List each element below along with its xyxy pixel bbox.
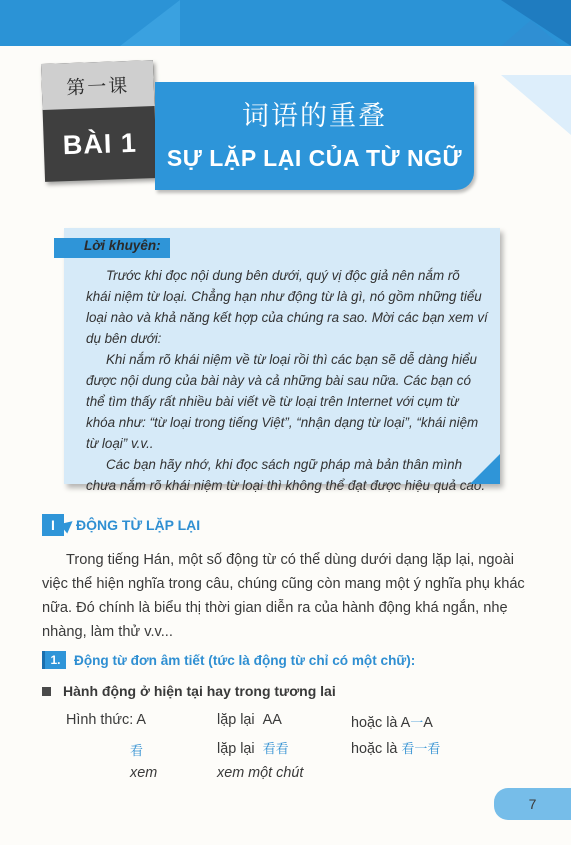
section-paragraph-text: Trong tiếng Hán, một số động từ có thể dùng dưới dạng lặp lại, ngoài việc thể hiện nghĩa trong câu, chúng cũng còn mang một ý nghĩa phụ khác nữa. Đó chính là biểu thị thời gian diễn ra của hành động khá ngắn, nhẹ nhàng, làm thử v.v... xyxy=(42,552,525,640)
alt-label-text: hoặc là xyxy=(351,715,398,731)
form-label: Hình thức: A xyxy=(66,712,147,728)
advice-paragraph: Khi nắm rõ khái niệm về từ loại rồi thì các bạn sẽ dễ dàng hiểu được nội dung của bài này và cả những bài sau nữa. Các bạn có thể tìm thấy rất nhiều bài viết về từ loại trên Internet với cụm từ khóa như: “từ loại trong tiếng Việt”, “nhận dạng từ loại”, “khái niệm từ loại” v.v.. xyxy=(86,352,479,451)
subsection-title: Động từ đơn âm tiết (tức là động từ chỉ có một chữ): xyxy=(74,652,416,668)
advice-heading: Lời khuyên: xyxy=(84,238,161,253)
repeat-label-text: lặp lại xyxy=(217,741,255,757)
lesson-title-box xyxy=(155,82,474,190)
alt-form xyxy=(351,712,433,731)
lesson-label-vi: BÀI 1 xyxy=(62,127,138,160)
bullet-heading xyxy=(42,683,336,699)
section-paragraph xyxy=(42,548,530,644)
repeat-label-text: lặp lại xyxy=(217,712,255,728)
advice-body xyxy=(86,265,488,496)
alt-form-a: A xyxy=(400,715,411,731)
section-title: ĐỘNG TỪ LẶP LẠI xyxy=(76,517,201,533)
square-bullet-icon xyxy=(42,687,51,696)
advice-box xyxy=(64,228,500,493)
repeat-example-value: 看看 xyxy=(262,742,289,757)
alt-form-b: A xyxy=(423,715,433,731)
banner-decoration xyxy=(501,20,561,46)
lesson-label-box xyxy=(41,60,157,182)
repeat-example xyxy=(217,738,289,757)
lesson-label-zh: 第一课 xyxy=(41,60,155,110)
banner-decoration xyxy=(120,0,180,46)
top-banner xyxy=(0,0,571,46)
subsection-number: 1. xyxy=(42,651,66,669)
advice-paragraph: Trước khi đọc nội dung bên dưới, quý vị độc giả nên nắm rõ khái niệm từ loại. Chẳng hạn như động từ là gì, nó gồm những tiểu loại nào và khả năng kết hợp của chúng ra sao. Mời các bạn xem ví dụ bên dưới: xyxy=(86,268,488,346)
section-number: I xyxy=(42,514,64,536)
corner-decoration xyxy=(501,75,571,135)
lesson-title-vi: SỰ LẶP LẠI CỦA TỪ NGỮ xyxy=(166,145,463,171)
alt-example-value: 看一看 xyxy=(401,742,441,757)
example-word: 看 xyxy=(130,744,144,759)
subsection-heading xyxy=(42,651,415,669)
advice-paragraph: Các bạn hãy nhớ, khi đọc sách ngữ pháp mà bản thân mình chưa nắm rõ khái niệm từ loại thì không thể đạt được hiệu quả cao. xyxy=(86,457,486,493)
alt-label-text: hoặc là xyxy=(351,741,398,757)
bullet-title: Hành động ở hiện tại hay trong tương lai xyxy=(63,683,336,699)
page-number: 7 xyxy=(494,788,571,820)
section-heading xyxy=(42,514,200,536)
alt-example xyxy=(351,738,440,757)
page-fold-icon xyxy=(470,454,500,484)
alt-form-mid: 一 xyxy=(410,716,424,731)
repeat-label xyxy=(217,712,282,728)
repeat-form: AA xyxy=(262,712,282,728)
lesson-title-zh: 词语的重叠 xyxy=(242,101,387,132)
example-meaning: xem xyxy=(130,765,158,781)
repeat-meaning: xem một chút xyxy=(217,765,304,781)
